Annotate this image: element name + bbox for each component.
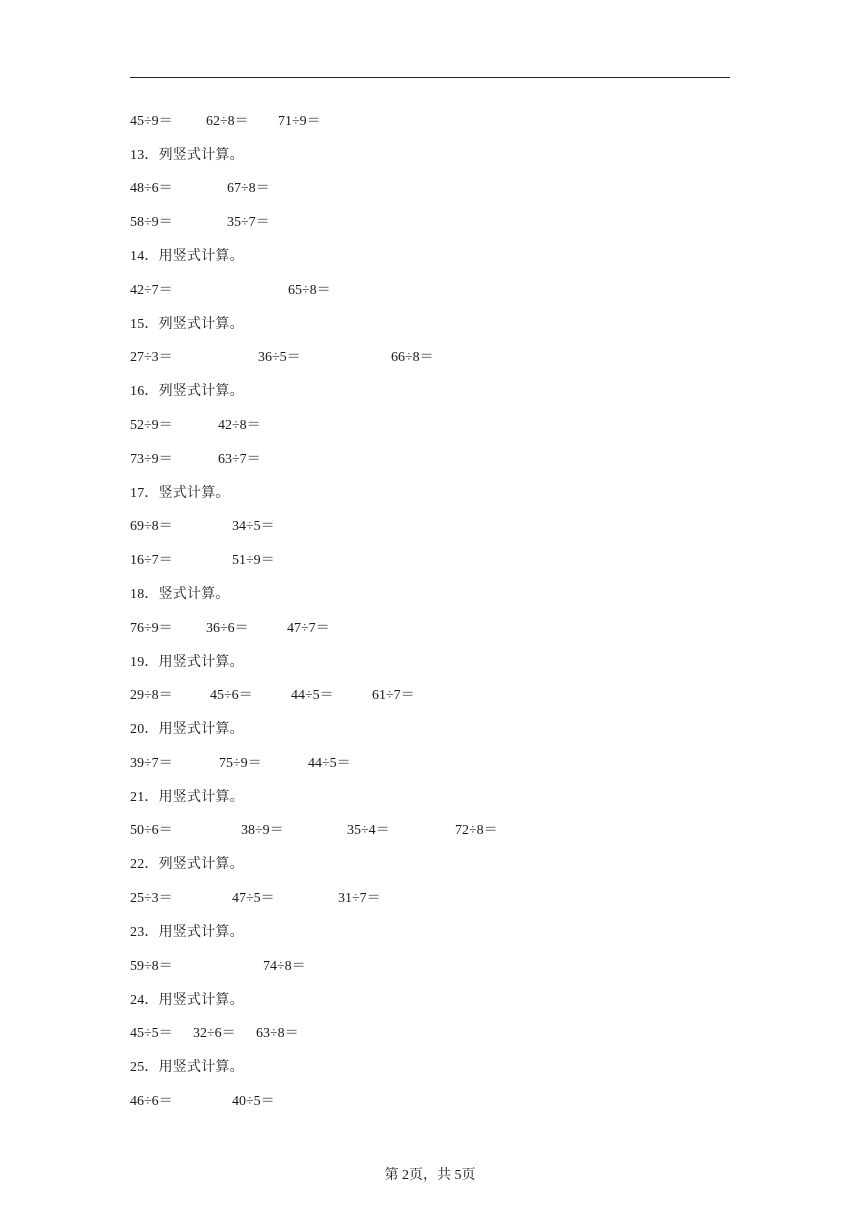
division-expression: 65÷8＝ (288, 283, 331, 298)
question-heading: 14．用竖式计算。 (130, 249, 244, 264)
division-expression: 44÷5＝ (308, 756, 351, 771)
division-expression: 74÷8＝ (263, 959, 306, 974)
division-expression: 36÷5＝ (258, 350, 301, 365)
division-expression: 35÷7＝ (227, 215, 270, 230)
division-expression: 76÷9＝ (130, 621, 173, 636)
division-expression: 42÷7＝ (130, 283, 173, 298)
division-expression: 45÷5＝ (130, 1026, 173, 1041)
question-heading: 16．列竖式计算。 (130, 384, 244, 399)
division-expression: 32÷6＝ (193, 1026, 236, 1041)
division-expression: 47÷5＝ (232, 891, 275, 906)
question-heading: 24．用竖式计算。 (130, 993, 244, 1008)
division-expression: 39÷7＝ (130, 756, 173, 771)
question-heading: 23．用竖式计算。 (130, 925, 244, 940)
division-expression: 40÷5＝ (232, 1094, 275, 1109)
division-expression: 38÷9＝ (241, 823, 284, 838)
question-heading: 15．列竖式计算。 (130, 317, 244, 332)
division-expression: 72÷8＝ (455, 823, 498, 838)
division-expression: 51÷9＝ (232, 553, 275, 568)
division-expression: 75÷9＝ (219, 756, 262, 771)
division-expression: 62÷8＝ (206, 114, 249, 129)
division-expression: 35÷4＝ (347, 823, 390, 838)
division-expression: 63÷8＝ (256, 1026, 299, 1041)
division-expression: 71÷9＝ (278, 114, 321, 129)
question-heading: 19．用竖式计算。 (130, 655, 244, 670)
division-expression: 48÷6＝ (130, 181, 173, 196)
division-expression: 36÷6＝ (206, 621, 249, 636)
question-heading: 22．列竖式计算。 (130, 857, 244, 872)
question-heading: 20．用竖式计算。 (130, 722, 244, 737)
division-expression: 66÷8＝ (391, 350, 434, 365)
division-expression: 45÷9＝ (130, 114, 173, 129)
division-expression: 47÷7＝ (287, 621, 330, 636)
division-expression: 52÷9＝ (130, 418, 173, 433)
division-expression: 42÷8＝ (218, 418, 261, 433)
header-rule (130, 77, 730, 78)
page-footer: 第 2页，共 5页 (384, 1168, 476, 1183)
question-heading: 21．用竖式计算。 (130, 790, 244, 805)
division-expression: 69÷8＝ (130, 519, 173, 534)
division-expression: 45÷6＝ (210, 688, 253, 703)
division-expression: 16÷7＝ (130, 553, 173, 568)
division-expression: 31÷7＝ (338, 891, 381, 906)
division-expression: 67÷8＝ (227, 181, 270, 196)
division-expression: 25÷3＝ (130, 891, 173, 906)
division-expression: 44÷5＝ (291, 688, 334, 703)
division-expression: 61÷7＝ (372, 688, 415, 703)
division-expression: 34÷5＝ (232, 519, 275, 534)
division-expression: 29÷8＝ (130, 688, 173, 703)
question-heading: 13．列竖式计算。 (130, 148, 244, 163)
question-heading: 18．竖式计算。 (130, 587, 230, 602)
division-expression: 58÷9＝ (130, 215, 173, 230)
division-expression: 63÷7＝ (218, 452, 261, 467)
question-heading: 17．竖式计算。 (130, 486, 230, 501)
division-expression: 59÷8＝ (130, 959, 173, 974)
division-expression: 27÷3＝ (130, 350, 173, 365)
division-expression: 46÷6＝ (130, 1094, 173, 1109)
division-expression: 73÷9＝ (130, 452, 173, 467)
division-expression: 50÷6＝ (130, 823, 173, 838)
question-heading: 25．用竖式计算。 (130, 1060, 244, 1075)
